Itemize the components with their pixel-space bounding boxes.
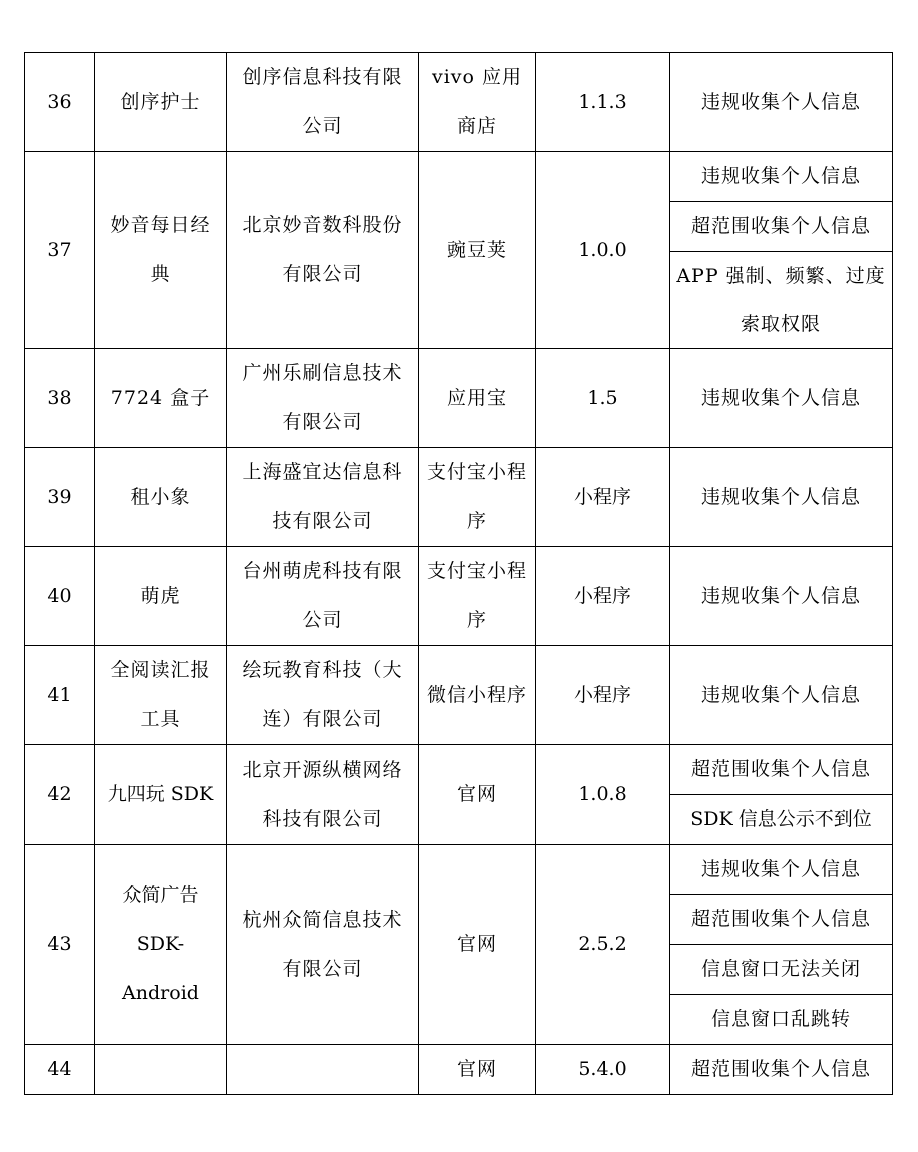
table-row (25, 152, 893, 202)
issue-item: 违规收集个人信息 (670, 152, 893, 202)
table-row (25, 448, 893, 547)
app-name: 萌虎 (95, 547, 227, 646)
app-name: 7724 盒子 (95, 349, 227, 448)
issue-item: 违规收集个人信息 (670, 646, 893, 745)
app-name: 全阅读汇报工具 (95, 646, 227, 745)
row-number: 43 (25, 845, 95, 1045)
app-name: 妙音每日经典 (95, 152, 227, 349)
app-name: 租小象 (95, 448, 227, 547)
app-store: 官网 (419, 1045, 536, 1095)
app-store: 支付宝小程序 (419, 547, 536, 646)
company-name: 上海盛宜达信息科技有限公司 (227, 448, 419, 547)
row-number: 38 (25, 349, 95, 448)
company-name (227, 1045, 419, 1095)
row-number: 44 (25, 1045, 95, 1095)
app-name: 九四玩 SDK (95, 745, 227, 845)
table-row (25, 349, 893, 448)
issue-item: 超范围收集个人信息 (670, 202, 893, 252)
table-row (25, 1045, 893, 1095)
app-name: 众简广告 SDK-Android (95, 845, 227, 1045)
company-name: 台州萌虎科技有限公司 (227, 547, 419, 646)
issue-item: 违规收集个人信息 (670, 845, 893, 895)
app-version: 小程序 (536, 448, 670, 547)
issue-item: 违规收集个人信息 (670, 547, 893, 646)
row-number: 39 (25, 448, 95, 547)
company-name: 绘玩教育科技（大连）有限公司 (227, 646, 419, 745)
app-store: 支付宝小程序 (419, 448, 536, 547)
row-number: 40 (25, 547, 95, 646)
app-violation-table (24, 52, 893, 1095)
app-name: 创序护士 (95, 53, 227, 152)
table-row (25, 53, 893, 152)
app-version: 1.1.3 (536, 53, 670, 152)
app-version: 1.0.0 (536, 152, 670, 349)
app-name (95, 1045, 227, 1095)
issue-item: 超范围收集个人信息 (670, 1045, 893, 1095)
app-store: 应用宝 (419, 349, 536, 448)
row-number: 42 (25, 745, 95, 845)
issue-item: 违规收集个人信息 (670, 53, 893, 152)
issue-item: APP 强制、频繁、过度索取权限 (670, 252, 893, 349)
issue-item: 超范围收集个人信息 (670, 745, 893, 795)
app-version: 1.5 (536, 349, 670, 448)
app-store: 豌豆荚 (419, 152, 536, 349)
table-row (25, 547, 893, 646)
company-name: 创序信息科技有限公司 (227, 53, 419, 152)
issue-item: 信息窗口无法关闭 (670, 945, 893, 995)
app-version: 2.5.2 (536, 845, 670, 1045)
issue-item: 违规收集个人信息 (670, 448, 893, 547)
app-store: 微信小程序 (419, 646, 536, 745)
issue-item: 超范围收集个人信息 (670, 895, 893, 945)
company-name: 北京妙音数科股份有限公司 (227, 152, 419, 349)
company-name: 杭州众简信息技术有限公司 (227, 845, 419, 1045)
app-store: 官网 (419, 745, 536, 845)
row-number: 37 (25, 152, 95, 349)
table-row (25, 845, 893, 895)
row-number: 41 (25, 646, 95, 745)
row-number: 36 (25, 53, 95, 152)
app-version: 小程序 (536, 646, 670, 745)
table-row (25, 745, 893, 795)
app-store: 官网 (419, 845, 536, 1045)
app-version: 5.4.0 (536, 1045, 670, 1095)
app-version: 小程序 (536, 547, 670, 646)
company-name: 广州乐刷信息技术有限公司 (227, 349, 419, 448)
issue-item: 违规收集个人信息 (670, 349, 893, 448)
app-store: vivo 应用商店 (419, 53, 536, 152)
issue-item: SDK 信息公示不到位 (670, 795, 893, 845)
issue-item: 信息窗口乱跳转 (670, 995, 893, 1045)
app-version: 1.0.8 (536, 745, 670, 845)
company-name: 北京开源纵横网络科技有限公司 (227, 745, 419, 845)
table-row (25, 646, 893, 745)
